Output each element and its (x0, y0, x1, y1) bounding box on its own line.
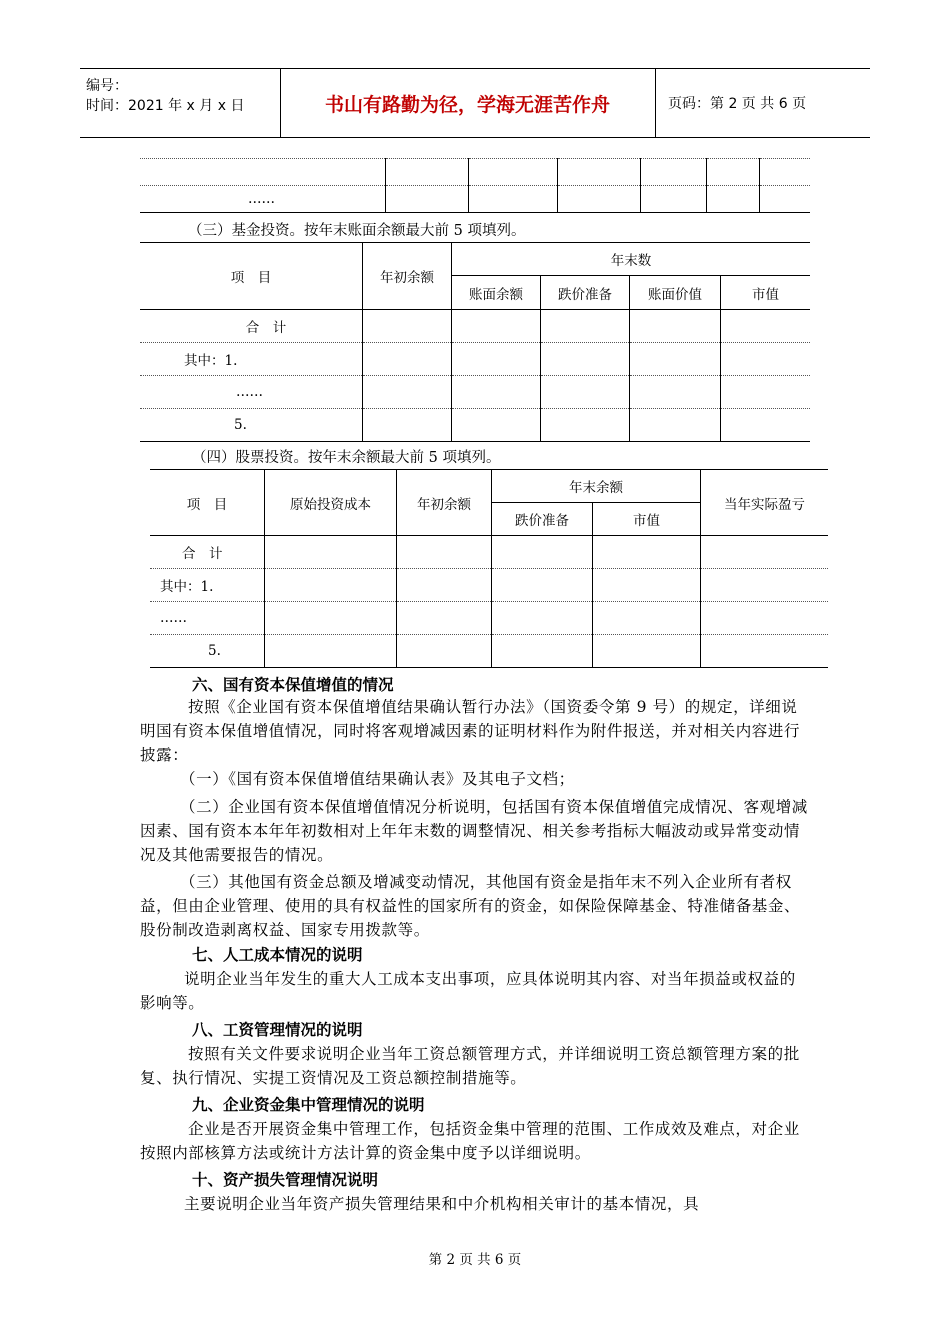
fund-table (140, 242, 810, 442)
table-ellipsis: …… (140, 186, 386, 213)
fund-col-book-value: 账面价值 (630, 276, 721, 310)
stock-col-cost: 原始投资成本 (265, 470, 397, 536)
section-paragraph: 主要说明企业当年资产损失管理结果和中介机构相关审计的基本情况，具 (184, 1195, 700, 1213)
fund-col-item: 项 目 (140, 243, 363, 310)
stock-col-begin: 年初余额 (397, 470, 492, 536)
section-paragraph: 说明企业当年发生的重大人工成本支出事项，应具体说明其内容、对当年损益或权益的影响等。 (140, 970, 796, 1012)
table-row: 5. (150, 635, 265, 668)
stock-table (150, 469, 828, 668)
section-paragraph: 按照《企业国有资本保值增值结果确认暂行办法》（国资委令第 9 号）的规定，详细说明国有资本保值增值情况，同时将客观增减因素的证明材料作为附件报送，并对相关内容进行披露： (140, 698, 801, 764)
section-paragraph: （二）企业国有资本保值增值情况分析说明，包括国有资本保值增值完成情况、客观增减因素、国有资本本年年初数相对上年年末数的调整情况、相关参考指标大幅波动或异常变动情况及其他需要报告的情况。 (140, 798, 808, 864)
table-row: …… (150, 602, 265, 635)
top-partial-table (140, 158, 810, 213)
time-label: 时间：2021 年 x 月 x 日 (86, 98, 245, 114)
fund-col-impairment: 跌价准备 (541, 276, 630, 310)
stock-col-item: 项 目 (150, 470, 265, 536)
section-title: 九、企业资金集中管理情况的说明 (192, 1096, 425, 1114)
section-title: 八、工资管理情况的说明 (192, 1021, 363, 1039)
page-info: 页码：第 2 页 共 6 页 (668, 96, 807, 112)
page-footer: 第 2 页 共 6 页 (428, 1252, 522, 1268)
table-row: 5. (140, 409, 363, 442)
section-title: 六、国有资本保值增值的情况 (192, 676, 394, 694)
page-header (80, 68, 870, 138)
section-paragraph: （三）其他国有资金总额及增减变动情况，其他国有资金是指年末不列入企业所有者权益，但由企业管理、使用的具有权益性的国家所有的资金，如保险保障基金、特准储备基金、股份制改造剥离权益、国家专用拨款等。 (140, 873, 801, 939)
section-paragraph: 按照有关文件要求说明企业当年工资总额管理方式，并详细说明工资总额管理方案的批复、执行情况、实提工资情况及工资总额控制措施等。 (140, 1045, 800, 1087)
fund-caption: （三）基金投资。按年末账面余额最大前 5 项填列。 (188, 223, 526, 239)
stock-col-impairment: 跌价准备 (492, 503, 593, 536)
fund-col-year-end: 年末数 (452, 243, 811, 276)
table-row: 合 计 (140, 310, 363, 343)
section-title: 十、资产损失管理情况说明 (192, 1171, 379, 1189)
fund-col-market: 市值 (721, 276, 811, 310)
table-row: 其中：1. (140, 343, 363, 376)
table-row: 合 计 (150, 536, 265, 569)
number-label: 编号： (86, 78, 128, 94)
stock-col-pnl: 当年实际盈亏 (701, 470, 829, 536)
header-left-cell (80, 69, 281, 137)
fund-col-book-balance: 账面余额 (452, 276, 541, 310)
fund-col-begin: 年初余额 (363, 243, 452, 310)
table-row: 其中：1. (150, 569, 265, 602)
stock-col-year-end: 年末余额 (492, 470, 701, 503)
section-paragraph: 企业是否开展资金集中管理工作，包括资金集中管理的范围、工作成效及难点，对企业按照内部核算方法或统计方法计算的资金集中度予以详细说明。 (140, 1120, 800, 1162)
section-paragraph: （一）《国有资本保值增值结果确认表》及其电子文档； (180, 770, 575, 788)
stock-caption: （四）股票投资。按年末余额最大前 5 项填列。 (192, 450, 501, 466)
table-row: …… (140, 376, 363, 409)
stock-col-market: 市值 (593, 503, 701, 536)
motto: 书山有路勤为径，学海无涯苦作舟 (280, 69, 656, 137)
section-title: 七、人工成本情况的说明 (192, 946, 363, 964)
